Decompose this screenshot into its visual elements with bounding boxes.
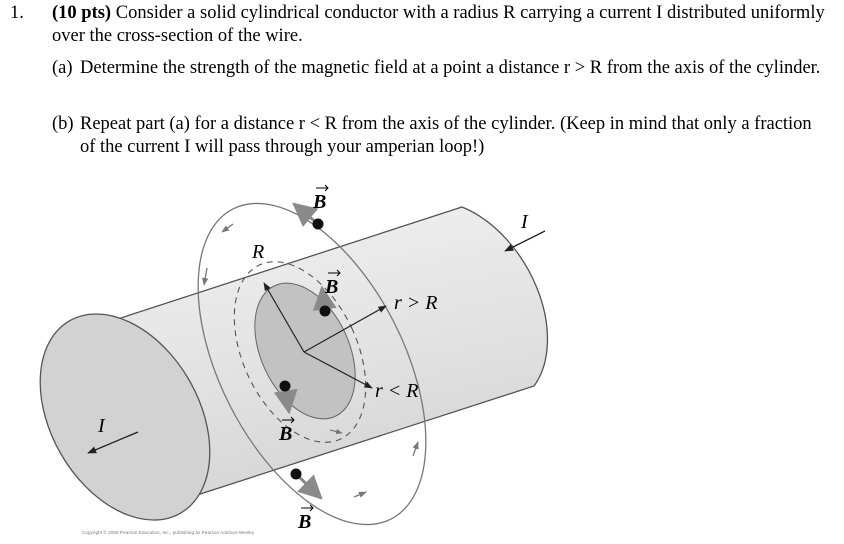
field-point-inner-bottom	[280, 381, 291, 392]
svg-text:B: B	[325, 276, 339, 298]
label-I-left: I	[98, 415, 105, 437]
part-a-label: (a)	[52, 58, 73, 78]
svg-text:B: B	[279, 423, 293, 445]
question-text: Consider a solid cylindrical conductor with a radius R carrying a current I distributed uniformly over the cross-section of the wire.	[52, 3, 825, 46]
svg-text:B: B	[298, 511, 312, 533]
outer-loop-arrow-bottom	[354, 492, 366, 497]
b-vector-bottom	[291, 469, 322, 499]
field-point-inner-top	[320, 306, 331, 317]
label-B-top	[312, 185, 328, 213]
label-I-right: I	[521, 211, 528, 233]
question-points: (10 pts)	[52, 3, 112, 23]
label-r-greater: r > R	[394, 292, 438, 314]
part-b-text: Repeat part (a) for a distance r < R from the axis of the cylinder. (Keep in mind that only a fraction of the current I will pass through your amperian loop!)	[80, 114, 812, 157]
svg-text:B: B	[313, 191, 327, 213]
current-arrow-right	[505, 231, 545, 251]
outer-loop-arrow-right	[413, 442, 418, 456]
part-a-text: Determine the strength of the magnetic field at a point a distance r > R from the axis of the cylinder.	[80, 58, 821, 78]
field-point-bottom	[291, 469, 302, 480]
label-B-bottom	[297, 505, 313, 533]
field-point-top	[313, 219, 324, 230]
figure-copyright: Copyright © 2008 Pearson Education, Inc., publishing as Pearson Addison-Wesley	[82, 530, 255, 535]
label-r-less: r < R	[375, 380, 419, 402]
outer-loop-arrow-top	[222, 224, 233, 232]
part-b-label: (b)	[52, 114, 74, 134]
outer-loop-arrow-left	[204, 268, 207, 285]
question-number: 1.	[10, 3, 24, 23]
label-R: R	[252, 241, 265, 263]
